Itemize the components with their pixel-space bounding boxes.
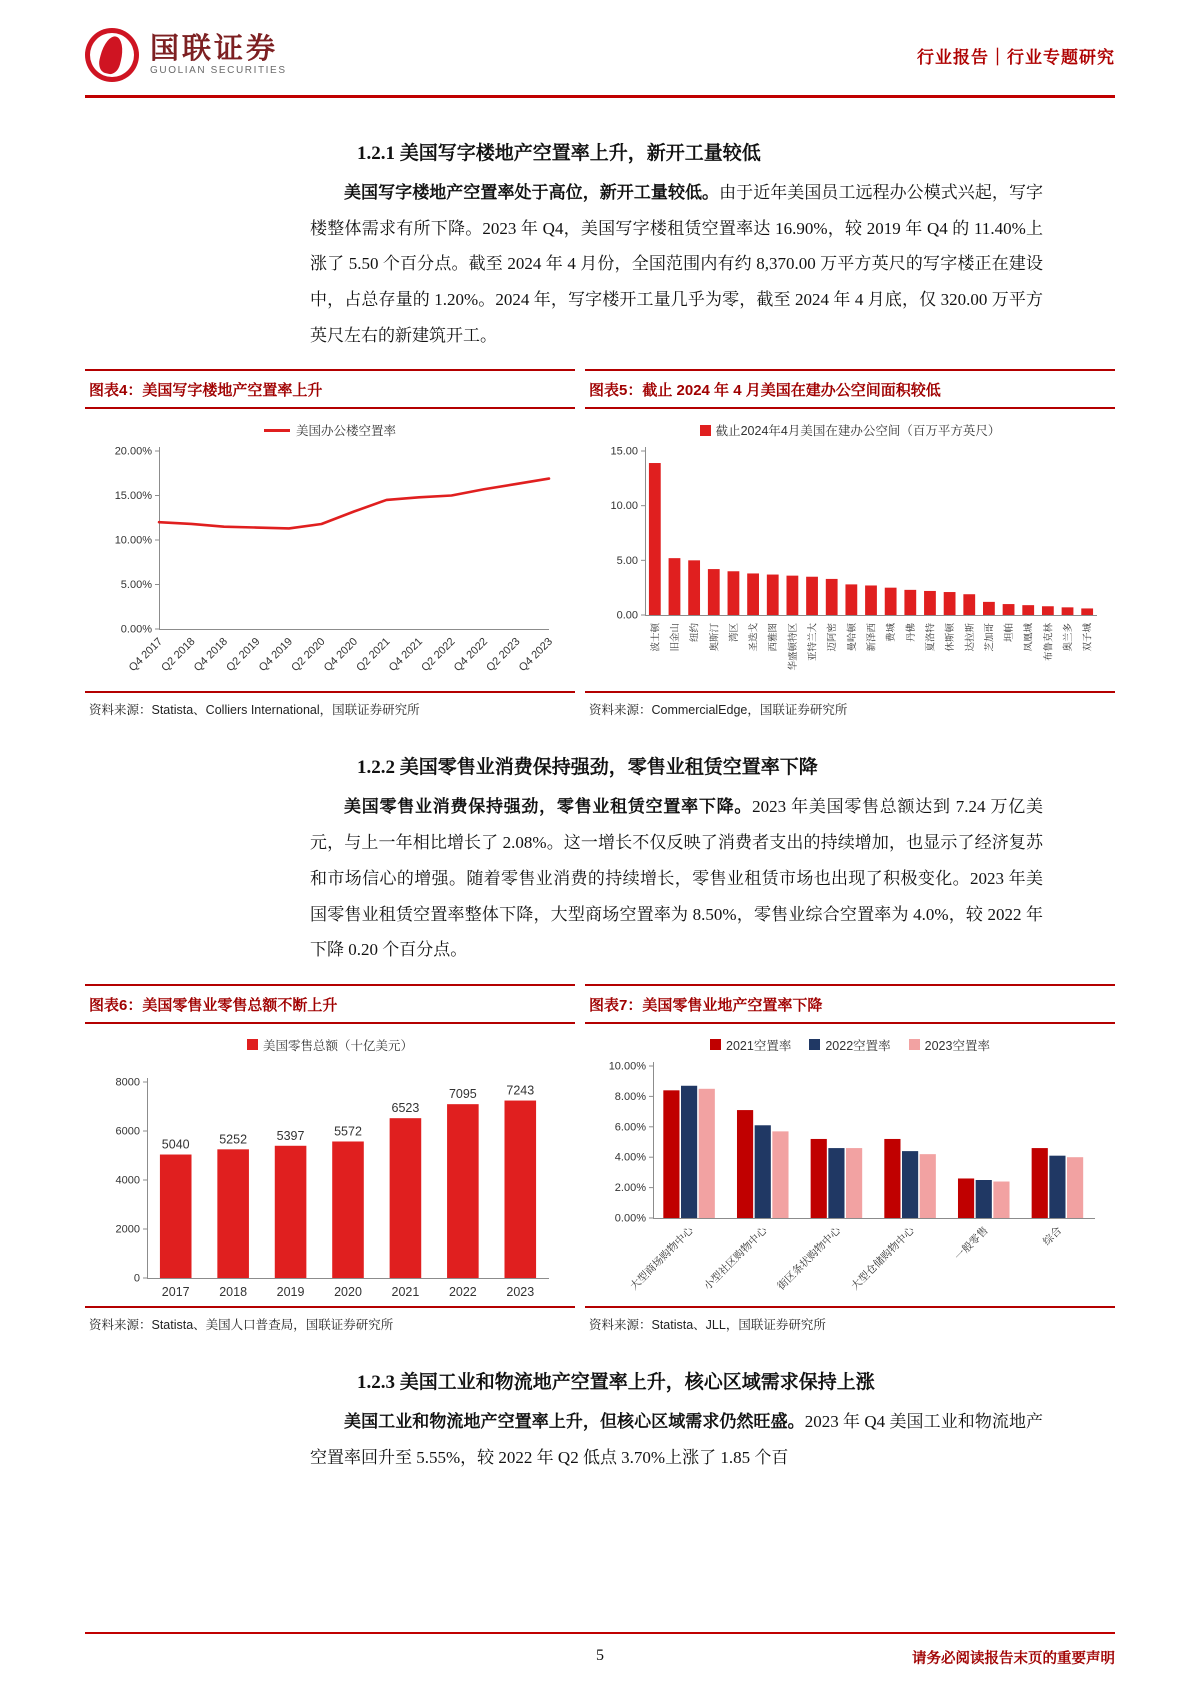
svg-text:8000: 8000 [115, 1076, 140, 1089]
fig5-legend [589, 421, 1111, 439]
svg-text:Q4 2023: Q4 2023 [516, 636, 556, 675]
svg-text:15.00%: 15.00% [114, 490, 152, 503]
brand-name-en: GUOLIAN SECURITIES [150, 65, 287, 77]
legend-label: 美国办公楼空置率 [295, 424, 396, 439]
svg-text:2023: 2023 [506, 1284, 535, 1299]
legend-label: 2023空置率 [924, 1038, 990, 1053]
legend-item [247, 1036, 413, 1054]
svg-text:小型社区购物中心: 小型社区购物中心 [701, 1224, 770, 1293]
page-header [0, 0, 1200, 82]
svg-text:迈阿密: 迈阿密 [827, 623, 839, 652]
section-title-1-2-3: 1.2.3 美国工业和物流地产空置率上升，核心区域需求保持上涨 [357, 1371, 875, 1393]
svg-text:2021: 2021 [391, 1284, 420, 1299]
svg-text:5040: 5040 [161, 1137, 190, 1152]
figure-5-source: 资料来源：CommercialEdge，国联证券研究所 [585, 691, 1115, 726]
legend-swatch [700, 425, 711, 436]
svg-text:双子城: 双子城 [1082, 623, 1094, 652]
paragraph-1-2-3-body: 2023 年 Q4 美国工业和物流地产空置率回升至 5.55%，较 2022 年 Q2 低点 3.70%上涨了 1.85 个百 [310, 1411, 1044, 1467]
report-type-label: 行业报告｜行业专题研究 [917, 47, 1115, 67]
svg-text:Q2 2019: Q2 2019 [224, 636, 263, 675]
svg-text:凤凰城: 凤凰城 [1023, 623, 1035, 652]
figure-5-panel [585, 369, 1115, 726]
svg-text:0: 0 [133, 1272, 140, 1285]
legend-item [909, 1036, 990, 1054]
legend-item [700, 421, 1001, 439]
svg-text:曼哈顿: 曼哈顿 [846, 623, 858, 652]
charts-row-1 [85, 369, 1115, 726]
svg-text:综合: 综合 [1040, 1224, 1065, 1248]
fig5-chart [597, 441, 1103, 691]
svg-text:2018: 2018 [219, 1284, 248, 1299]
brand-name: 国联证券 [150, 32, 279, 65]
svg-text:旧金山: 旧金山 [669, 623, 681, 652]
svg-text:奥兰多: 奥兰多 [1063, 623, 1075, 652]
svg-text:Q2 2018: Q2 2018 [159, 636, 198, 675]
paragraph-1-2-1-body: 由于近年美国员工远程办公模式兴起，写字楼整体需求有所下降。2023 年 Q4，美国写字楼租赁空置率达 16.90%，较 2019 年 Q4 的 11.40%上涨了 5.50 个百分点。截至 2024 年 4 月份，全国范围内有约 8,370.00 万平方英尺的写字楼正在建设中，占总存量的 1.20%。2024 年，写字楼开工量几乎为零，截至 2024 年 4 月底，仅 320.00 万平方英尺左右的新建筑开工。 [310, 183, 1044, 345]
paragraph-1-2-3 [310, 1404, 1043, 1475]
svg-text:20.00%: 20.00% [114, 445, 152, 458]
svg-text:0.00: 0.00 [616, 609, 638, 622]
paragraph-1-2-2-lead: 美国零售业消费保持强劲，零售业租赁空置率下降。 [344, 797, 753, 817]
figure-5-chart-area [585, 421, 1115, 691]
header-divider [85, 95, 1115, 98]
svg-text:2000: 2000 [115, 1223, 140, 1236]
figure-4-chart-area [85, 421, 575, 691]
svg-text:2022: 2022 [448, 1284, 477, 1299]
svg-text:6.00%: 6.00% [614, 1121, 646, 1134]
svg-text:6523: 6523 [391, 1101, 420, 1116]
legend-swatch [247, 1039, 258, 1050]
svg-text:8.00%: 8.00% [614, 1090, 646, 1103]
svg-text:Q4 2021: Q4 2021 [386, 636, 426, 675]
paragraph-1-2-2-body: 2023 年美国零售总额达到 7.24 万亿美元，与上一年相比增长了 2.08%。这一增长不仅反映了消费者支出的持续增加，也显示了经济复苏和市场信心的增强。随着零售业消费的持续增长，零售业租赁市场也出现了积极变化。2023 年美国零售业租赁空置率整体下降，大型商场空置率为 8.50%，零售业综合空置率为 4.0%，较 2022 年下降 0.20 个百分点。 [310, 797, 1043, 960]
brand-text [150, 34, 287, 77]
figure-6-panel [85, 984, 575, 1341]
report-body [0, 138, 1200, 1475]
svg-text:0.00%: 0.00% [614, 1212, 646, 1225]
svg-text:奥斯汀: 奥斯汀 [709, 623, 721, 652]
svg-text:5.00%: 5.00% [120, 579, 152, 592]
legend-swatch [710, 1039, 721, 1050]
svg-text:10.00: 10.00 [610, 500, 638, 513]
svg-text:5252: 5252 [219, 1132, 248, 1147]
svg-text:Q4 2017: Q4 2017 [126, 636, 166, 675]
legend-label: 2022空置率 [825, 1038, 891, 1053]
section-title-1-2-2: 1.2.2 美国零售业消费保持强劲，零售业租赁空置率下降 [357, 757, 818, 779]
paragraph-1-2-3-lead: 美国工业和物流地产空置率上升，但核心区域需求仍然旺盛。 [344, 1411, 805, 1431]
section-title-1-2-1: 1.2.1 美国写字楼地产空置率上升，新开工量较低 [357, 143, 761, 164]
svg-text:夏洛特: 夏洛特 [925, 623, 937, 652]
paragraph-1-2-1 [310, 175, 1043, 353]
svg-text:7095: 7095 [448, 1087, 477, 1102]
svg-text:Q2 2023: Q2 2023 [484, 636, 523, 675]
fig6-chart [95, 1056, 565, 1306]
guolian-logo-icon [85, 28, 139, 82]
svg-text:10.00%: 10.00% [114, 534, 152, 547]
figure-7-panel [585, 984, 1115, 1341]
fig6-legend [89, 1036, 571, 1054]
paragraph-1-2-2 [310, 789, 1043, 967]
svg-text:纽约: 纽约 [689, 623, 701, 643]
legend-label: 2021空置率 [726, 1038, 792, 1053]
svg-text:2019: 2019 [276, 1284, 305, 1299]
svg-text:休斯顿: 休斯顿 [945, 623, 957, 652]
svg-text:圣迭戈: 圣迭戈 [748, 623, 760, 652]
fig4-legend [89, 421, 571, 439]
svg-text:2020: 2020 [334, 1284, 362, 1299]
figure-6-source: 资料来源：Statista、美国人口普查局，国联证券研究所 [85, 1306, 575, 1341]
svg-text:大型仓储购物中心: 大型仓储购物中心 [849, 1224, 917, 1293]
legend-label: 截止2024年4月美国在建办公空间（百万平方英尺） [715, 424, 1001, 439]
svg-text:大型商场购物中心: 大型商场购物中心 [628, 1224, 696, 1293]
svg-text:布鲁克林: 布鲁克林 [1043, 623, 1055, 662]
legend-item [264, 421, 396, 439]
brand-logo [85, 28, 287, 82]
svg-text:波士顿: 波士顿 [650, 623, 662, 652]
svg-text:2017: 2017 [161, 1284, 190, 1299]
figure-4-source: 资料来源：Statista、Colliers International，国联证券研究所 [85, 691, 575, 726]
figure-6-title: 图表6：美国零售业零售总额不断上升 [85, 986, 575, 1024]
legend-item [710, 1036, 791, 1054]
svg-text:5397: 5397 [276, 1128, 305, 1143]
svg-text:6000: 6000 [115, 1125, 140, 1138]
figure-7-source: 资料来源：Statista、JLL，国联证券研究所 [585, 1306, 1115, 1341]
page-number: 5 [596, 1647, 604, 1664]
svg-text:4.00%: 4.00% [614, 1151, 646, 1164]
svg-text:5572: 5572 [334, 1124, 362, 1139]
svg-text:华盛顿特区: 华盛顿特区 [787, 623, 799, 671]
svg-text:5.00: 5.00 [616, 555, 638, 568]
legend-swatch [809, 1039, 820, 1050]
svg-text:一般零售: 一般零售 [952, 1224, 991, 1263]
svg-text:2.00%: 2.00% [614, 1181, 646, 1194]
svg-text:7243: 7243 [506, 1083, 535, 1098]
svg-text:Q2 2022: Q2 2022 [419, 636, 458, 675]
footer-row [85, 1634, 1115, 1668]
svg-text:坦帕: 坦帕 [1004, 623, 1016, 643]
svg-text:街区条状购物中心: 街区条状购物中心 [775, 1224, 844, 1293]
svg-text:湾区: 湾区 [728, 623, 740, 643]
figure-6-chart-area [85, 1036, 575, 1306]
figure-4-panel [85, 369, 575, 726]
legend-swatch [264, 429, 290, 432]
fig4-chart [95, 441, 565, 691]
figure-7-chart-area [585, 1036, 1115, 1306]
footer-disclaimer: 请务必阅读报告末页的重要声明 [912, 1651, 1115, 1667]
svg-text:芝加哥: 芝加哥 [984, 623, 996, 652]
svg-text:西雅图: 西雅图 [768, 623, 780, 652]
figure-4-title: 图表4：美国写字楼地产空置率上升 [85, 371, 575, 409]
svg-text:Q4 2018: Q4 2018 [191, 636, 231, 675]
fig7-legend [589, 1036, 1111, 1054]
charts-row-2 [85, 984, 1115, 1341]
svg-text:新泽西: 新泽西 [866, 623, 878, 652]
svg-text:Q4 2020: Q4 2020 [321, 636, 361, 675]
page-footer [85, 1632, 1115, 1668]
paragraph-1-2-1-lead: 美国写字楼地产空置率处于高位，新开工量较低。 [344, 183, 720, 202]
svg-text:丹佛: 丹佛 [905, 623, 917, 643]
fig7-chart [597, 1056, 1103, 1306]
svg-text:亚特兰大: 亚特兰大 [807, 623, 819, 662]
svg-text:Q2 2021: Q2 2021 [354, 636, 393, 675]
svg-text:Q4 2022: Q4 2022 [451, 636, 491, 675]
svg-text:Q2 2020: Q2 2020 [289, 636, 328, 675]
svg-text:4000: 4000 [115, 1174, 140, 1187]
svg-text:达拉斯: 达拉斯 [964, 623, 976, 652]
legend-swatch [909, 1039, 920, 1050]
svg-text:Q4 2019: Q4 2019 [256, 636, 296, 675]
svg-text:费城: 费城 [886, 623, 898, 643]
figure-5-title: 图表5：截止 2024 年 4 月美国在建办公空间面积较低 [585, 371, 1115, 409]
svg-text:0.00%: 0.00% [120, 623, 152, 636]
legend-label: 美国零售总额（十亿美元） [262, 1038, 413, 1053]
svg-text:10.00%: 10.00% [608, 1060, 646, 1073]
figure-7-title: 图表7：美国零售业地产空置率下降 [585, 986, 1115, 1024]
svg-text:15.00: 15.00 [610, 445, 638, 458]
legend-item [809, 1036, 890, 1054]
